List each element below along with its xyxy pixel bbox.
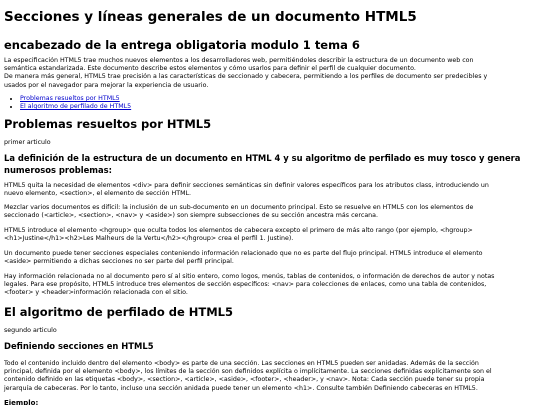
section2-caption: segundo articulo: [4, 327, 57, 334]
section2-subheading: Definiendo secciones en HTML5: [4, 341, 154, 351]
section1-p4-line-1: Un documento puede tener secciones especiales conteniendo información relacionado que no es parte del flujo principal. HTML5 introduce el elemento: [4, 250, 483, 257]
section2-heading: El algoritmo de perfilado de HTML5: [4, 305, 234, 319]
section2-p1-line-4: jerarquía de cabeceras. Por lo tanto, incluso una sección anidada puede tener un elemento <h1>. Consulte también Definiendo cabeceras en HTML5.: [4, 384, 478, 392]
section1-p3-line-2: <h1>Justine</h1><h2>Les Malheurs de la Vertu</h2></hgroup> crea el perfil 1. Justine).: [4, 235, 294, 243]
toc-link-problemas[interactable]: Problemas resueltos por HTML5: [20, 95, 120, 102]
section1-p1-line-1: HTML5 quita la necesidad de elementos <div> para definir secciones semánticas sin definir valores específicos para los atributos class, introduciendo un: [4, 182, 489, 189]
section2-p1-line-1: Todo el contenido incluido dentro del elemento <body> es parte de una sección. Las secciones en HTML5 pueden ser anidadas. Además de la sección: [4, 360, 479, 367]
section2-paragraph-1: [4, 360, 534, 393]
section1-p2-line-1: Mezclar varios documentos es difícil: la inclusión de un sub-documento en un documento principal. Esto se resuelve en HTML5 con los elementos de: [4, 204, 474, 211]
section2-example-label: Ejemplo:: [4, 399, 39, 405]
section1-subheading-line-2: numerosos problemas:: [4, 165, 112, 175]
page-subtitle: encabezado de la entrega obligatoria modulo 1 tema 6: [4, 38, 360, 52]
toc-item: [20, 95, 131, 103]
intro-line-3: De manera más general, HTML5 trae precisión a las características de seccionado y cabecera, permitiendo a los perfiles de documento ser predecibles y: [4, 73, 488, 81]
section1-heading: Problemas resueltos por HTML5: [4, 117, 212, 131]
intro-line-4: usados por el navegador para mejorar la experiencia de usuario.: [4, 81, 209, 89]
section1-paragraph-4: [4, 250, 534, 266]
intro-line-1: La especificación HTML5 trae muchos nuevos elementos a los desarrolladores web, permitiéndoles describir la estructura de un documento web con: [4, 57, 474, 64]
section1-p4-line-2: <aside> permitiendo a dichas secciones no ser parte del perfil principal.: [4, 258, 234, 266]
section1-p5-line-3: <footer> y <header>información relacionada con el sitio.: [4, 289, 188, 297]
section1-p5-line-2: legales. Para ese propósito, HTML5 introduce tres elementos de sección específicos: <nav> para colecciones de enlaces, como una tabla de contenidos,: [4, 281, 487, 289]
section1-subheading: [4, 152, 534, 176]
page-title: Secciones y líneas generales de un documento HTML5: [4, 9, 417, 25]
section1-caption: primer articulo: [4, 139, 51, 146]
section1-p5-line-1: Hay información relacionada no al documento pero sí al sitio entero, como logos, menús, tablas de contenidos, o información de derechos de autor y notas: [4, 273, 495, 280]
toc-item: [20, 103, 131, 111]
section1-paragraph-5: [4, 273, 534, 298]
section1-paragraph-1: [4, 182, 534, 198]
section1-p2-line-2: seccionado (<article>, <section>, <nav> y <aside>) son siempre subsecciones de su sección ancestra más cercana.: [4, 212, 379, 220]
section1-p1-line-2: nuevo elemento, <section>, el elemento de sección HTML.: [4, 190, 192, 198]
section1-paragraph-2: [4, 204, 534, 220]
intro-paragraph-1: [4, 57, 534, 90]
section1-paragraph-3: [4, 227, 534, 243]
section2-p1-line-3: contenido definido en las etiquetas <body>, <section>, <article>, <aside>, <footer>, <header>, y <nav>. Nota: Cada sección puede tener su propia: [4, 376, 485, 384]
section2-p1-line-2: principal, definida por el elemento <body>, los límites de la sección son definidos explícita o implícitamente. La secciones definidas explícitamente son el: [4, 368, 492, 376]
section1-subheading-line-1: La definición de la estructura de un documento en HTML 4 y su algoritmo de perfilado es muy tosco y genera: [4, 153, 521, 163]
section1-p3-line-1: HTML5 introduce el elemento <hgroup> que oculta todos los elementos de cabecera excepto el primero de más alto rango (por ejemplo, <hgroup>: [4, 227, 473, 234]
toc-link-algoritmo[interactable]: El algoritmo de perfilado de HTML5: [20, 103, 132, 110]
intro-line-2: semántica estandarizada. Este documento describe estos elementos y cómo usarlos para definir el perfil de cualquier documento.: [4, 65, 416, 73]
table-of-contents: [4, 95, 131, 111]
